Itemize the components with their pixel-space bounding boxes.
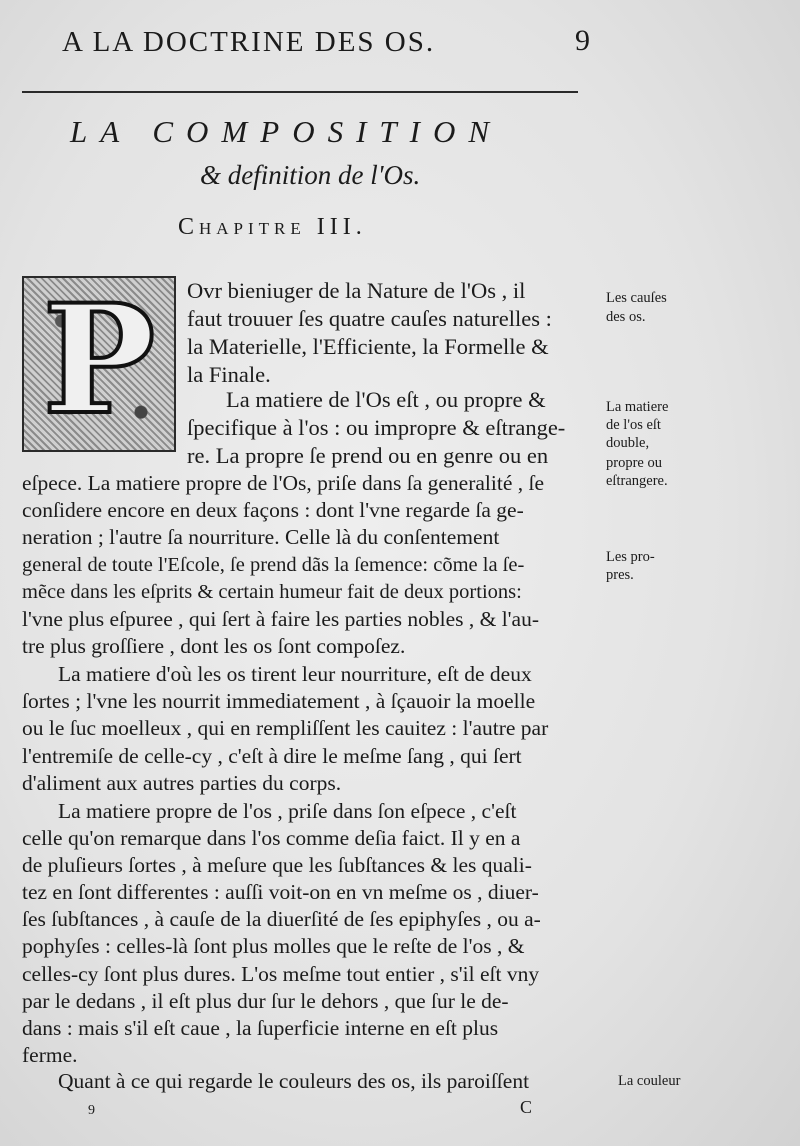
margin-note: de l'os eſt <box>606 417 661 433</box>
body-line: dans : mais s'il eſt caue , la ſuperficie interne en eſt plus <box>22 1016 499 1040</box>
body-line: faut trouuer ſes quatre cauſes naturelles : <box>187 306 552 331</box>
body-line: Ovr bieniuger de la Nature de l'Os , il <box>187 278 526 303</box>
margin-note: La couleur <box>618 1073 681 1089</box>
chapter-title-line1: LA COMPOSITION <box>70 114 503 149</box>
body-line: la Materielle, l'Efficiente, la Formelle & <box>187 334 549 359</box>
body-line: conſidere encore en deux façons : dont l'vne regarde ſa ge- <box>22 498 524 522</box>
body-line: La matiere de l'Os eſt , ou propre & <box>226 387 546 412</box>
body-line: neration ; l'autre ſa nourriture. Celle là du conſentement <box>22 525 500 549</box>
page-number: 9 <box>575 24 590 57</box>
body-line: La matiere d'où les os tirent leur nourriture, eſt de deux <box>58 662 532 686</box>
body-line: pophyſes : celles-là ſont plus molles que le reſte de l'os , & <box>22 934 525 958</box>
body-line: ferme. <box>22 1043 78 1067</box>
margin-note: double, <box>606 435 650 451</box>
header-rule <box>22 91 578 93</box>
chapter-title-line2: & definition de l'Os. <box>200 160 421 190</box>
running-title: A LA DOCTRINE DES OS. <box>62 26 436 58</box>
body-line: la Finale. <box>187 362 271 387</box>
margin-note: des os. <box>606 309 646 325</box>
body-line: celle qu'on remarque dans l'os comme deſia faict. Il y en a <box>22 826 521 850</box>
body-line: La matiere propre de l'os , priſe dans ſon eſpece , c'eſt <box>58 799 517 823</box>
catchword-mark: 9 <box>88 1103 95 1118</box>
body-line: eſpece. La matiere propre de l'Os, priſe dans ſa generalité , ſe <box>22 471 545 495</box>
body-line: ſortes ; l'vne les nourrit immediatement , à ſçauoir la moelle <box>22 689 536 713</box>
body-line: celles-cy ſont plus dures. L'os meſme tout entier , s'il eſt vny <box>22 962 540 986</box>
body-line: l'vne plus eſpuree , qui ſert à faire les parties nobles , & l'au- <box>22 607 540 631</box>
body-line: de pluſieurs ſortes , à meſure que les ſubſtances & les quali- <box>22 853 532 877</box>
body-line: par le dedans , il eſt plus dur ſur le dehors , que ſur le de- <box>22 989 509 1013</box>
body-line: ſpecifique à l'os : ou impropre & eſtrange- <box>187 415 566 440</box>
margin-note: La matiere <box>606 399 669 415</box>
body-line: tre plus groſſiere , dont les os ſont compoſez. <box>22 634 406 658</box>
margin-note: eſtrangere. <box>606 473 668 489</box>
body-line: mẽce dans les eſprits & certain humeur fait de deux portions: <box>22 581 522 603</box>
ornamental-initial <box>22 272 176 452</box>
chapter-number: Chapitre III. <box>178 214 367 240</box>
body-line: ſes ſubſtances , à cauſe de la diuerſité de ſes epiphyſes , ou a- <box>22 907 541 931</box>
body-line: ou le ſuc moelleux , qui en rempliſſent les cauitez : l'autre par <box>22 716 549 740</box>
body-line: tez en ſont differentes : auſſi voit-on en vn meſme os , diuer- <box>22 880 539 904</box>
margin-note: propre ou <box>606 455 662 471</box>
body-line: l'entremiſe de celle-cy , c'eſt à dire le meſme ſang , qui ſert <box>22 744 522 768</box>
drop-cap-letter: P <box>42 272 156 448</box>
body-line: Quant à ce qui regarde le couleurs des os, ils paroiſſent <box>58 1069 530 1093</box>
body-line: d'aliment aux autres parties du corps. <box>22 771 342 795</box>
margin-note: Les pro- <box>606 549 655 565</box>
body-line: general de toute l'Eſcole, ſe prend dãs la ſemence: cõme la ſe- <box>22 554 525 576</box>
signature-mark: C <box>520 1097 533 1117</box>
body-line: re. La propre ſe prend ou en genre ou en <box>187 443 549 468</box>
margin-note: Les cauſes <box>606 290 667 306</box>
margin-note: pres. <box>606 567 634 583</box>
